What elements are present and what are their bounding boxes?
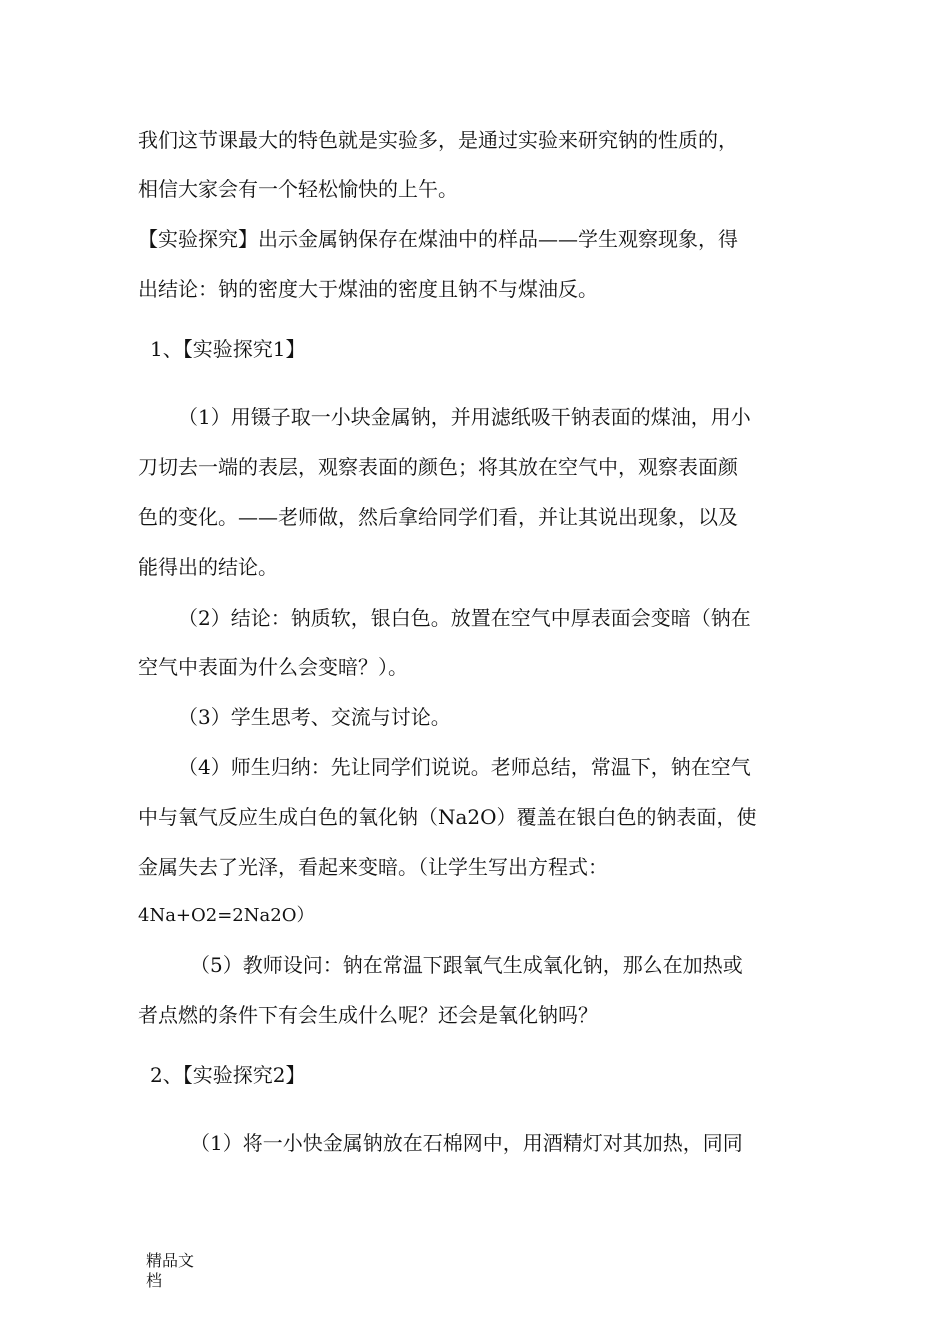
paragraph-line: 能得出的结论。 (138, 555, 278, 579)
paragraph-line: （1）用镊子取一小块金属钠，并用滤纸吸干钠表面的煤油，用小 (178, 405, 751, 429)
paragraph-line: 中与氧气反应生成白色的氧化钠（Na2O）覆盖在银白色的钠表面，使 (138, 805, 757, 829)
paragraph-line: （1）将一小快金属钠放在石棉网中，用酒精灯对其加热，同同 (190, 1131, 743, 1155)
paragraph-line: （5）教师设问：钠在常温下跟氧气生成氧化钠，那么在加热或 (190, 953, 743, 977)
paragraph-line: 刀切去一端的表层，观察表面的颜色；将其放在空气中，观察表面颜 (138, 455, 738, 479)
paragraph-line: 相信大家会有一个轻松愉快的上午。 (138, 177, 458, 201)
section-heading: 1、【实验探究1】 (150, 337, 306, 361)
paragraph-line: 色的变化。——老师做，然后拿给同学们看，并让其说出现象，以及 (138, 505, 738, 529)
paragraph-line: 金属失去了光泽，看起来变暗。（让学生写出方程式： (138, 855, 608, 879)
paragraph-line: 空气中表面为什么会变暗？）。 (138, 655, 408, 679)
paragraph-line: （3）学生思考、交流与讨论。 (178, 705, 451, 729)
paragraph-line: （4）师生归纳：先让同学们说说。老师总结，常温下，钠在空气 (178, 755, 751, 779)
paragraph-line: 我们这节课最大的特色就是实验多，是通过实验来研究钠的性质的， (138, 128, 738, 152)
paragraph-line: 者点燃的条件下有会生成什么呢？还会是氧化钠吗？ (138, 1003, 598, 1027)
section-heading: 2、【实验探究2】 (150, 1063, 306, 1087)
footer-text-line2: 档 (146, 1271, 163, 1290)
paragraph-line: （2）结论：钠质软，银白色。放置在空气中厚表面会变暗（钠在 (178, 606, 751, 630)
equation-line: 4Na+O2=2Na2O） (138, 905, 315, 926)
footer-text-line1: 精品文 (146, 1251, 195, 1270)
paragraph-line: 【实验探究】出示金属钠保存在煤油中的样品——学生观察现象，得 (138, 227, 738, 251)
paragraph-line: 出结论：钠的密度大于煤油的密度且钠不与煤油反。 (138, 277, 598, 301)
